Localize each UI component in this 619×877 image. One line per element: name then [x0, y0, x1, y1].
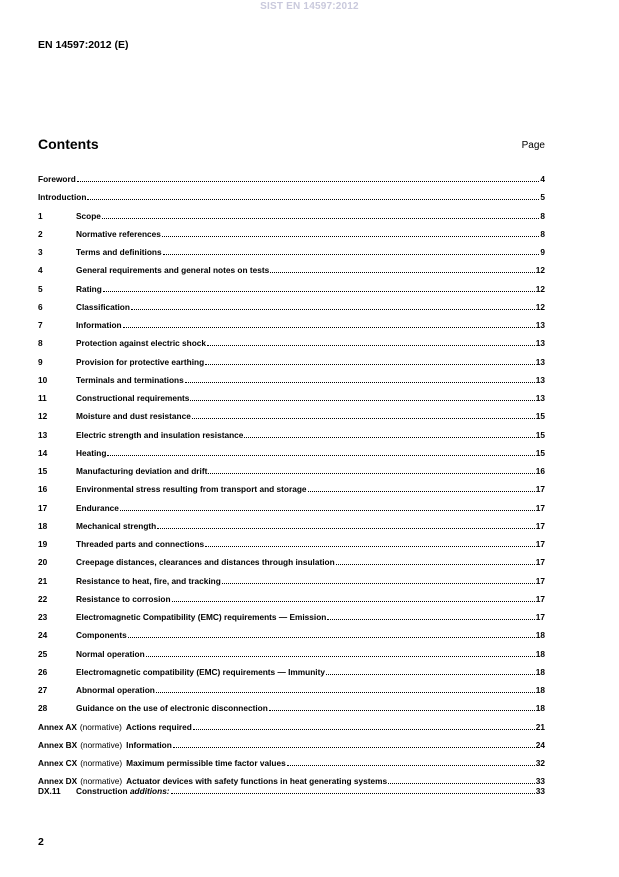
- toc-entry[interactable]: [38, 466, 545, 484]
- leader-dots: [120, 510, 535, 511]
- toc-entry-title: Constructional requirements: [76, 393, 190, 403]
- toc-entry-page: 24: [535, 739, 545, 750]
- leader-dots: [270, 272, 535, 273]
- annex-label: Annex CX: [38, 758, 78, 768]
- leader-dots: [207, 345, 535, 346]
- toc-entry-number: 21: [38, 575, 48, 586]
- toc-entry-page: 8: [540, 210, 545, 221]
- toc-entry-page: 17: [535, 557, 545, 568]
- toc-entry-title: [76, 786, 170, 796]
- toc-entry-page: 18: [535, 630, 545, 641]
- toc-entry-title-text: Construction: [76, 786, 128, 797]
- toc-entry-number: 20: [38, 557, 48, 568]
- toc-entry-title: Information: [76, 320, 122, 330]
- toc-annex-entry[interactable]: [38, 776, 545, 786]
- toc-entry[interactable]: [38, 338, 545, 356]
- toc-entry-title: Manufacturing deviation and drift: [76, 466, 208, 476]
- toc-entry[interactable]: [38, 594, 545, 612]
- leader-dots: [173, 747, 535, 748]
- toc-entry-number: 2: [38, 228, 43, 239]
- leader-dots: [172, 601, 535, 602]
- toc-entry-number: 7: [38, 320, 43, 330]
- toc-entry-page: 18: [535, 685, 545, 695]
- toc-entry[interactable]: [38, 649, 545, 667]
- toc-entry-number: 23: [38, 612, 48, 622]
- leader-dots: [287, 765, 535, 766]
- leader-dots: [102, 218, 539, 219]
- toc-entry[interactable]: [38, 430, 545, 448]
- toc-entry[interactable]: [38, 703, 545, 721]
- toc-entry-number: 19: [38, 539, 48, 549]
- toc-entry-title: Guidance on the use of electronic disconnection: [76, 703, 268, 714]
- leader-dots: [171, 793, 535, 794]
- toc-annex-entry[interactable]: [38, 758, 545, 776]
- toc-entry-title: Moisture and dust resistance: [76, 411, 191, 422]
- toc-entry-page: 13: [535, 320, 545, 330]
- toc-entry[interactable]: [38, 539, 545, 557]
- toc-entry-title: Resistance to corrosion: [76, 593, 171, 604]
- toc-entry-title: Terminals and terminations: [76, 374, 184, 385]
- toc-entry[interactable]: [38, 393, 545, 411]
- toc-entry-number: 24: [38, 630, 48, 641]
- leader-dots: [269, 710, 535, 711]
- toc-entry-page: 8: [540, 228, 545, 239]
- toc-entry-title: Information: [126, 739, 172, 750]
- toc-entry-number: 26: [38, 666, 48, 677]
- toc-entry-page: 9: [540, 247, 545, 257]
- toc-entry-number: 22: [38, 593, 48, 604]
- toc-entry-page: 15: [535, 447, 545, 458]
- leader-dots: [326, 674, 535, 675]
- toc-entry-title-italic: additions:: [129, 786, 170, 797]
- leader-dots: [163, 254, 540, 255]
- toc-entry-page: 33: [535, 786, 545, 797]
- contents-title: Contents: [38, 136, 99, 152]
- toc-entry-title: Heating: [76, 447, 107, 458]
- toc-entry[interactable]: [38, 685, 545, 703]
- toc-entry-title: Classification: [76, 301, 130, 312]
- leader-dots: [244, 437, 534, 438]
- toc-entry-title: Actuator devices with safety functions in heat generating systems: [126, 776, 388, 787]
- toc-entry-title: Electric strength and insulation resistance: [76, 429, 244, 440]
- leader-dots: [327, 619, 534, 620]
- annex-label: Annex DX: [38, 776, 78, 787]
- toc-entry[interactable]: [38, 211, 545, 229]
- toc-entry[interactable]: [38, 521, 545, 539]
- leader-dots: [156, 692, 535, 693]
- toc-entry-page: 13: [535, 374, 545, 385]
- toc-entry-page: 15: [535, 429, 545, 440]
- toc-entry-title: Terms and definitions: [76, 247, 162, 257]
- toc-entry-number: 11: [38, 393, 47, 403]
- toc-entry-title: Scope: [76, 210, 101, 221]
- toc-entry-number: 8: [38, 338, 43, 349]
- toc-entry[interactable]: [38, 411, 545, 429]
- leader-dots: [208, 473, 534, 474]
- document-id: EN 14597:2012 (E): [38, 39, 129, 51]
- leader-dots: [123, 327, 535, 328]
- toc-entry-page: 32: [535, 758, 545, 768]
- toc-entry-number: 12: [38, 411, 48, 422]
- leader-dots: [388, 783, 535, 784]
- toc-entry-title: Protection against electric shock: [76, 338, 207, 349]
- leader-dots: [128, 637, 535, 638]
- toc-entry-number: 6: [38, 301, 43, 312]
- annex-label: Annex BX: [38, 739, 78, 750]
- toc-entry-title: Introduction: [38, 192, 87, 203]
- toc-entry-page: 17: [535, 539, 545, 549]
- toc-annex-entry[interactable]: [38, 722, 545, 740]
- toc-entry-page: 17: [535, 520, 545, 531]
- toc-entry-page: 18: [535, 703, 545, 714]
- toc-entry-title: Components: [76, 630, 127, 641]
- toc-entry[interactable]: [38, 630, 545, 648]
- leader-dots: [205, 546, 535, 547]
- toc-entry-page: 12: [535, 301, 545, 312]
- toc-entry-title: Mechanical strength: [76, 520, 157, 531]
- toc-entry-number: 14: [38, 447, 48, 458]
- page-column-header: Page: [521, 140, 545, 151]
- toc-entry[interactable]: [38, 576, 545, 594]
- toc-entry-title: Actions required: [125, 721, 192, 732]
- toc-entry-page: 21: [535, 721, 545, 732]
- toc-entry-title: Normal operation: [76, 648, 145, 659]
- toc-entry[interactable]: [38, 320, 545, 338]
- leader-dots: [222, 583, 535, 584]
- leader-dots: [107, 455, 534, 456]
- watermark: SIST EN 14597:2012: [260, 1, 359, 12]
- toc-entry[interactable]: [38, 375, 545, 393]
- toc-entry[interactable]: [38, 247, 545, 265]
- toc-entry-title: Environmental stress resulting from transport and storage: [76, 484, 307, 495]
- toc-entry-title: Electromagnetic compatibility (EMC) requirements — Immunity: [76, 666, 325, 677]
- toc-entry-number: 27: [38, 685, 48, 695]
- leader-dots: [162, 236, 540, 237]
- toc-entry-page: 18: [535, 666, 545, 677]
- toc-entry-introduction[interactable]: [38, 192, 545, 210]
- toc-entry[interactable]: [38, 557, 545, 575]
- leader-dots: [103, 291, 535, 292]
- toc-entry-title: Abnormal operation: [76, 685, 155, 695]
- toc-entry[interactable]: [38, 484, 545, 502]
- leader-dots: [157, 528, 535, 529]
- toc-annex-entry[interactable]: [38, 740, 545, 758]
- table-of-contents: [38, 174, 545, 796]
- toc-entry-title: Threaded parts and connections: [76, 539, 205, 549]
- toc-entry-number: 17: [38, 502, 48, 513]
- toc-entry-page: 5: [540, 192, 545, 203]
- leader-dots: [190, 400, 534, 401]
- toc-entry-number: 10: [38, 374, 48, 385]
- toc-entry-page: 17: [535, 575, 545, 586]
- toc-entry-number: 25: [38, 648, 48, 659]
- toc-entry-page: 17: [535, 502, 545, 513]
- toc-entry-number: 3: [38, 247, 43, 257]
- toc-entry-title: Rating: [76, 283, 102, 294]
- toc-entry-number: 4: [38, 265, 43, 276]
- toc-entry-number: 28: [38, 703, 48, 714]
- leader-dots: [146, 656, 535, 657]
- toc-entry[interactable]: [38, 357, 545, 375]
- toc-entry[interactable]: [38, 503, 545, 521]
- leader-dots: [77, 181, 540, 182]
- toc-entry-title: Normative references: [76, 228, 161, 239]
- toc-entry[interactable]: [38, 448, 545, 466]
- annex-label: Annex AX: [38, 721, 77, 732]
- leader-dots: [192, 418, 535, 419]
- toc-entry-number: DX.11: [38, 786, 61, 797]
- toc-entry-page: 12: [535, 283, 545, 294]
- toc-entry[interactable]: [38, 667, 545, 685]
- toc-entry-number: 1: [38, 210, 43, 221]
- toc-entry-page: 16: [535, 466, 545, 476]
- toc-entry-page: 17: [535, 484, 545, 495]
- toc-entry-title: General requirements and general notes on tests: [76, 265, 270, 276]
- toc-entry-title: Foreword: [38, 174, 76, 184]
- toc-entry-number: 15: [38, 466, 48, 476]
- leader-dots: [336, 564, 535, 565]
- toc-entry-title: Creepage distances, clearances and distances through insulation: [76, 557, 335, 568]
- toc-entry-title: Provision for protective earthing: [76, 356, 205, 367]
- toc-entry-number: 9: [38, 356, 43, 367]
- toc-entry-page: 13: [535, 393, 545, 403]
- toc-entry[interactable]: [38, 229, 545, 247]
- toc-entry-page: 4: [540, 174, 545, 184]
- toc-entry-title: Endurance: [76, 502, 119, 513]
- toc-entry-page: 33: [535, 776, 545, 787]
- annex-type: (normative): [80, 739, 123, 750]
- toc-entry-page: 13: [535, 356, 545, 367]
- toc-entry[interactable]: [38, 612, 545, 630]
- toc-entry[interactable]: [38, 302, 545, 320]
- toc-entry-page: 18: [535, 648, 545, 659]
- toc-entry-page: 13: [535, 338, 545, 349]
- leader-dots: [131, 309, 535, 310]
- page-number: 2: [38, 836, 44, 848]
- toc-entry[interactable]: [38, 265, 545, 283]
- toc-entry-number: 16: [38, 484, 48, 495]
- toc-entry[interactable]: [38, 284, 545, 302]
- leader-dots: [193, 729, 535, 730]
- toc-entry-page: 17: [535, 612, 545, 622]
- annex-type: (normative): [80, 776, 123, 787]
- toc-entry-title: Maximum permissible time factor values: [126, 758, 286, 768]
- toc-sub-entry[interactable]: [38, 786, 545, 796]
- toc-entry-title: Electromagnetic Compatibility (EMC) requirements — Emission: [76, 612, 327, 622]
- toc-entry-page: 12: [535, 265, 545, 276]
- toc-entry-number: 13: [38, 429, 48, 440]
- toc-entry-foreword[interactable]: [38, 174, 545, 192]
- toc-entry-page: 17: [535, 593, 545, 604]
- leader-dots: [308, 491, 535, 492]
- annex-type: (normative): [80, 758, 123, 768]
- toc-entry-number: 5: [38, 283, 43, 294]
- leader-dots: [205, 364, 535, 365]
- leader-dots: [185, 382, 535, 383]
- toc-entry-title: Resistance to heat, fire, and tracking: [76, 575, 221, 586]
- toc-entry-number: 18: [38, 520, 48, 531]
- annex-type: (normative): [79, 721, 122, 732]
- toc-entry-page: 15: [535, 411, 545, 422]
- leader-dots: [87, 199, 539, 200]
